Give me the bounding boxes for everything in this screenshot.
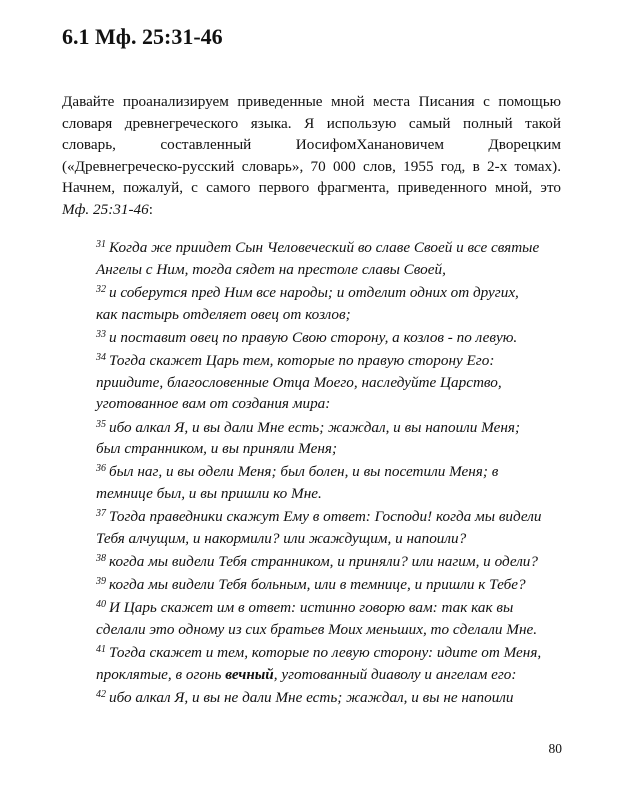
verse-line xyxy=(96,664,566,686)
verse-38 xyxy=(96,551,566,573)
verse-line: темнице был, и вы пришли ко Мне. xyxy=(96,485,322,503)
verse-number: 35 xyxy=(96,418,106,430)
verse-line: как пастырь отделяет овец от козлов; xyxy=(96,305,351,323)
verse-line: Когда же приидет Сын Человеческий во славе Своей и все святые xyxy=(109,239,540,256)
scripture-quote xyxy=(96,237,566,710)
verse-text: проклятые, в огонь xyxy=(96,666,226,684)
verse-line: ибо алкал Я, и вы дали Мне есть; жаждал, и вы напоили Меня; xyxy=(109,418,521,436)
verse-37 xyxy=(96,506,566,550)
verse-line: Тогда скажет Царь тем, которые по правую сторону Его: xyxy=(109,351,495,369)
verse-number: 40 xyxy=(96,599,106,611)
section-heading: 6.1 Мф. 25:31-46 xyxy=(62,24,223,49)
verse-36 xyxy=(96,461,566,505)
verse-line: Тебя алчущим, и накормили? или жаждущим, и напоили? xyxy=(96,530,467,548)
verse-line: Тогда праведники скажут Ему в ответ: Господи! когда мы видели xyxy=(109,508,542,526)
verse-39 xyxy=(96,574,566,596)
verse-number: 42 xyxy=(96,689,106,701)
verse-line: был странником, и вы приняли Меня; xyxy=(96,440,338,458)
verse-line: был наг, и вы одели Меня; был болен, и вы посетили Меня; в xyxy=(109,463,499,481)
verse-line: ибо алкал Я, и вы не дали Мне есть; жаждал, и вы не напоили xyxy=(109,689,514,707)
verse-line: И Царь скажет им в ответ: истинно говорю вам: так как вы xyxy=(109,599,514,617)
verse-line: сделали это одному из сих братьев Моих меньших, то сделали Мне. xyxy=(96,621,538,639)
verse-40 xyxy=(96,597,566,641)
intro-line: Начнем, пожалуй, с самого первого фрагмента, приведенного мной, это xyxy=(62,179,561,197)
verse-number: 41 xyxy=(96,644,106,656)
verse-line: когда мы видели Тебя больным, или в темнице, и пришли к Тебе? xyxy=(109,576,526,594)
verse-line: Ангелы с Ним, тогда сядет на престоле славы Своей, xyxy=(96,260,446,278)
verse-line: приидите, благословенные Отца Моего, наследуйте Царство, xyxy=(96,373,502,391)
verse-number: 32 xyxy=(96,283,106,295)
verse-number: 38 xyxy=(96,553,106,565)
intro-ref-colon: : xyxy=(148,200,153,218)
verse-number: 33 xyxy=(96,328,106,340)
verse-35 xyxy=(96,417,566,461)
page-number: 80 xyxy=(548,741,562,756)
verse-text: , уготованный диаволу и ангелам его: xyxy=(273,666,517,684)
verse-line: уготованное вам от создания мира: xyxy=(96,395,331,413)
verse-number: 31 xyxy=(96,239,106,250)
verse-number: 36 xyxy=(96,463,106,475)
verse-line: когда мы видели Тебя странником, и приняли? или нагим, и одели? xyxy=(109,553,538,571)
intro-line-last xyxy=(62,199,561,221)
verse-31 xyxy=(96,237,566,281)
intro-line: словарь, составленный ИосифомХанановичем Дворецким xyxy=(62,136,561,154)
verse-41 xyxy=(96,642,566,686)
bold-word-eternal: вечный xyxy=(225,666,274,684)
intro-line: («Древнегреческо-русский словарь», 70 000 слов, 1955 год, в 2-х томах). xyxy=(62,157,561,175)
intro-line: Давайте проанализируем приведенные мной места Писания с помощью xyxy=(62,93,561,110)
verse-number: 34 xyxy=(96,351,106,363)
intro-line: словаря древнегреческого языка. Я использую самый полный такой xyxy=(62,114,561,132)
verse-line: и соберутся пред Ним все народы; и отделит одних от других, xyxy=(109,283,519,301)
verse-number: 39 xyxy=(96,576,106,588)
verse-line: Тогда скажет и тем, которые по левую сторону: идите от Меня, xyxy=(109,644,542,662)
verse-42 xyxy=(96,687,566,709)
verse-33 xyxy=(96,327,566,349)
intro-paragraph xyxy=(62,91,561,221)
verse-32 xyxy=(96,282,566,326)
verse-line: и поставит овец по правую Свою сторону, а козлов - по левую. xyxy=(109,328,518,346)
verse-34 xyxy=(96,350,566,415)
intro-scripture-ref: Мф. 25:31-46 xyxy=(62,200,149,218)
verse-number: 37 xyxy=(96,508,106,520)
